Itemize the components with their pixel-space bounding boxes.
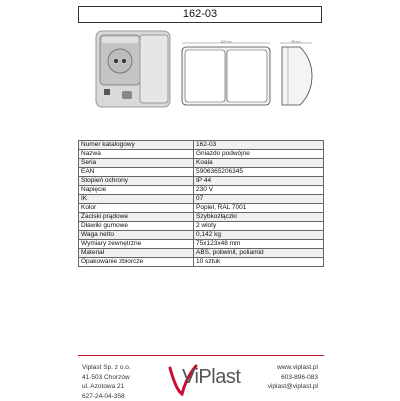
table-row xyxy=(79,186,324,195)
table-row xyxy=(79,249,324,258)
table-row xyxy=(79,231,324,240)
width-dimension-label: 123 mm xyxy=(221,40,232,44)
table-row xyxy=(79,141,324,150)
logo-text: ViPlast xyxy=(182,366,240,389)
spec-key: Numer katalogowy xyxy=(79,141,194,150)
spec-key: Zaciski prądowe xyxy=(79,213,194,222)
specifications-table xyxy=(78,140,324,267)
spec-value: 5906365206345 xyxy=(194,168,324,177)
spec-value: 2 wloty xyxy=(194,222,324,231)
depth-dimension-label: 48 mm xyxy=(291,40,301,44)
table-row xyxy=(79,195,324,204)
company-name: Viplast Sp. z o.o. xyxy=(82,363,131,373)
spec-key: Materiał xyxy=(79,249,194,258)
table-row xyxy=(79,150,324,159)
spec-key: Kolor xyxy=(79,204,194,213)
product-drawings xyxy=(78,25,320,113)
spec-key: Wymiary zewnętrzne xyxy=(79,240,194,249)
spec-value: Koala xyxy=(194,159,324,168)
spec-value: Gniazdo podwójne xyxy=(194,150,324,159)
spec-key: IK xyxy=(79,195,194,204)
spec-value: 07 xyxy=(194,195,324,204)
contact-info xyxy=(268,363,318,392)
spec-key: Dławiki gumowe xyxy=(79,222,194,231)
spec-value: 162-03 xyxy=(194,141,324,150)
address-line: ul. Azotowa 21 xyxy=(82,382,131,392)
phone-number: 603-896-083 xyxy=(268,373,318,383)
spec-value: ABS, poliwinit, poliamid xyxy=(194,249,324,258)
table-row xyxy=(79,213,324,222)
spec-value: 75x123x48 mm xyxy=(194,240,324,249)
phone-number: 627-24-04-358 xyxy=(82,392,131,401)
table-row xyxy=(79,168,324,177)
table-row xyxy=(79,222,324,231)
address-line: 41-503 Chorzów xyxy=(82,373,131,383)
website-link[interactable]: www.viplast.pl xyxy=(268,363,318,373)
company-address xyxy=(82,363,131,401)
spec-key: Opakowanie zbiorcze xyxy=(79,258,194,267)
spec-key: Napięcie xyxy=(79,186,194,195)
spec-value: IP 44 xyxy=(194,177,324,186)
side-view-drawing xyxy=(278,39,314,107)
product-code-title: 162-03 xyxy=(78,6,322,23)
spec-value: Popiel, RAL 7001 xyxy=(194,204,324,213)
table-row xyxy=(79,177,324,186)
table-row xyxy=(79,258,324,267)
socket-photo-icon xyxy=(88,25,176,111)
footer-divider xyxy=(78,355,324,356)
table-row xyxy=(79,159,324,168)
spec-key: EAN xyxy=(79,168,194,177)
front-view-drawing xyxy=(180,39,272,107)
spec-key: Nazwa xyxy=(79,150,194,159)
spec-key: Seria xyxy=(79,159,194,168)
spec-value: 230 V xyxy=(194,186,324,195)
spec-value: 0,142 kg xyxy=(194,231,324,240)
table-row xyxy=(79,204,324,213)
spec-key: Stopień ochrony xyxy=(79,177,194,186)
spec-value: 10 sztuk xyxy=(194,258,324,267)
spec-key: Waga netto xyxy=(79,231,194,240)
email-link[interactable]: viplast@viplast.pl xyxy=(268,382,318,392)
table-row xyxy=(79,240,324,249)
spec-value: Szybkozłączki xyxy=(194,213,324,222)
